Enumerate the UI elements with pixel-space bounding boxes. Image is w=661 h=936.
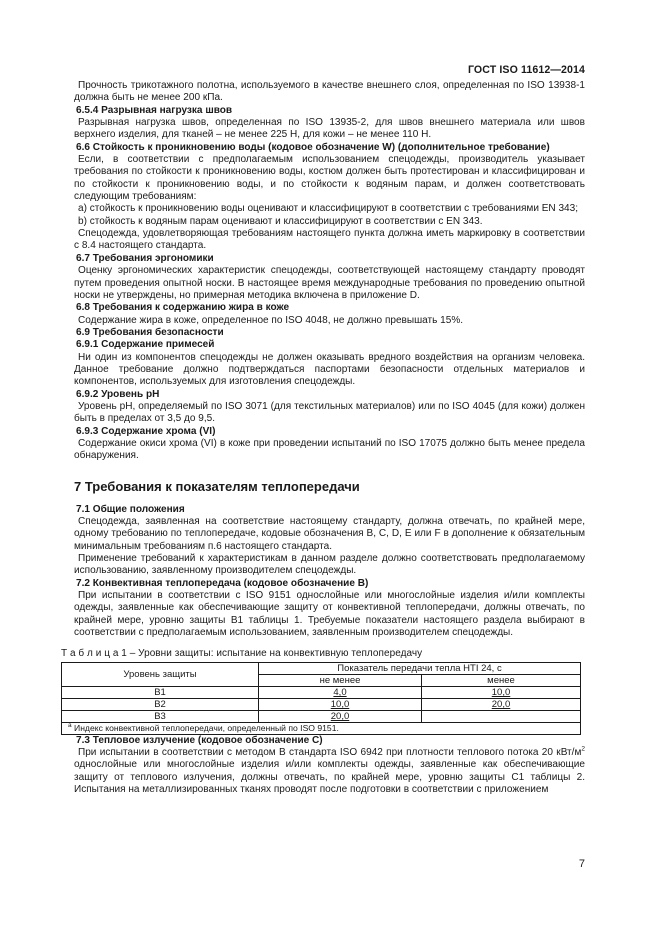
- page-content: [61, 80, 585, 797]
- section-heading: 7.3 Тепловое излучение (кодовое обозначение C): [76, 734, 323, 746]
- paragraph-text: При испытании в соответствии с методом B стандарта ISO 6942 при плотности теплового потока 20 кВт/м: [78, 747, 582, 759]
- table-caption: Т а б л и ц а 1 – Уровни защиты: испытание на конвективную теплопередачу: [61, 648, 423, 660]
- section-heading: 6.9.2 Уровень рН: [76, 388, 160, 400]
- table-row: [62, 686, 581, 698]
- paragraph: Применение требований к характеристикам в данном разделе должно соответствовать предполагаемому использованию, заявленному производителем спецодежды.: [74, 553, 585, 577]
- paragraph-text: однослойные или многослойные изделия и/или комплекты одежды, заявленные как обеспечивающие защиту от теплового излучения, должны отвечать, по крайней мере, уровню защиты C1 таблицы 2. Испытания на металлизированных тканях проводят после подготовки в соответствии с приложением: [74, 759, 585, 796]
- table-header-level: Уровень защиты: [62, 662, 259, 686]
- page-number: 7: [578, 858, 585, 870]
- table-cell-min: 10,0: [259, 698, 422, 710]
- table-row: [62, 698, 581, 710]
- table-subheader-min: не менее: [259, 674, 422, 686]
- paragraph: Если, в соответствии с предполагаемым использованием спецодежды, производитель указывает требования по стойкости к проникновению воды, костюм должен быть протестирован и классифицирован и по стойкости к проникновению воды, и по стойкости к водяным парам, и должен соответствовать следующим требованиям:: [74, 154, 585, 203]
- paragraph: Разрывная нагрузка швов, определенная по ISO 13935-2, для швов внешнего материала или швов верхнего изделия, для тканей – не менее 225 Н, для кожи – не менее 110 Н.: [74, 117, 585, 141]
- standard-header: ГОСТ ISO 11612—2014: [467, 64, 585, 76]
- table-cell-level: B2: [62, 698, 259, 710]
- table-row: [62, 710, 581, 722]
- section-heading: 6.9.1 Содержание примесей: [76, 339, 215, 351]
- section-heading: 7.1 Общие положения: [76, 503, 185, 515]
- table-cell-min: 20,0: [259, 710, 422, 722]
- table-header-index: Показатель передачи тепла HTI 24, с: [259, 662, 581, 674]
- section-heading: 6.6 Стойкость к проникновению воды (кодовое обозначение W) (дополнительное требование): [76, 141, 550, 153]
- chapter-heading: 7 Требования к показателям теплопередачи: [74, 478, 360, 494]
- table-cell-max: 10,0: [422, 686, 581, 698]
- paragraph: Содержание жира в коже, определенное по ISO 4048, не должно превышать 15%.: [78, 314, 464, 326]
- paragraph: При испытании в соответствии с ISO 9151 однослойные или многослойные изделия и/или комплекты одежды, заявленные как обеспечивающие защиту от конвективной теплопередачи, должны отвечать, по крайней мере, уровню защиты B1 таблицы 1. Требуемые показатели настоящего раздела выбирают в соответствии с предполагаемым использованием, заявленным производителем спецодежды.: [74, 590, 585, 639]
- table-cell-max: [422, 710, 581, 722]
- table-cell-min: 4,0: [259, 686, 422, 698]
- section-heading: 6.9.3 Содержание хрома (VI): [76, 425, 216, 437]
- section-heading: 6.9 Требования безопасности: [76, 326, 224, 338]
- table-subheader-max: менее: [422, 674, 581, 686]
- section-heading: 6.5.4 Разрывная нагрузка швов: [76, 104, 233, 116]
- paragraph: Содержание окиси хрома (VI) в коже при проведении испытаний по ISO 17075 должно быть менее предела обнаружения.: [74, 437, 585, 462]
- paragraph: Уровень рН, определяемый по ISO 3071 (для текстильных материалов) или по ISO 4045 (для кожи) должен быть в пределах от 3,5 до 9,5.: [74, 400, 585, 425]
- footnote-mark: a: [68, 721, 72, 729]
- paragraph: Оценку эргономических характеристик спецодежды, соответствующей настоящему стандарту проводят путем проведения опытной носки. В настоящее время международные требования по проведению опытной носки не утверждены, но примерная методика включена в приложение D.: [74, 265, 585, 301]
- paragraph: Спецодежда, удовлетворяющая требованиям настоящего пункта должна иметь маркировку в соответствии с 8.4 настоящего стандарта.: [74, 228, 585, 252]
- paragraph: [74, 747, 585, 796]
- paragraph: Спецодежда, заявленная на соответствие настоящему стандарту, должна отвечать, по крайней мере, одному требованию по теплопередаче, кодовые обозначения B, C, D, E или F в дополнение к обязательным минимальным требованиям п.6 настоящего стандарта.: [74, 516, 585, 552]
- table-cell-max: 20,0: [422, 698, 581, 710]
- protection-levels-table: [61, 662, 581, 735]
- table-cell-level: B3: [62, 710, 259, 722]
- section-heading: 6.7 Требования эргономики: [76, 252, 214, 264]
- section-heading: 6.8 Требования к содержанию жира в коже: [76, 302, 290, 314]
- list-item: b) стойкость к водяным парам оценивают и классифицируют в соответствии с EN 343.: [78, 215, 483, 227]
- table-cell-level: B1: [62, 686, 259, 698]
- paragraph: Ни один из компонентов спецодежды не должен оказывать вредного воздействия на организм человека. Данное требование должно подтверждаться паспортами безопасности отдельных материалов и компонентов, используемых для изготовления спецодежды.: [74, 351, 585, 388]
- list-item: a) стойкость к проникновению воды оценивают и классифицируют в соответствии с требованиями EN 343;: [78, 203, 579, 215]
- paragraph: Прочность трикотажного полотна, используемого в качестве внешнего слоя, определенная по ISO 13938-1 должна быть не менее 200 кПа.: [74, 80, 585, 104]
- section-heading: 7.2 Конвективная теплопередача (кодовое обозначение B): [76, 577, 369, 589]
- footnote-text: Индекс конвективной теплопередачи, определенный по ISO 9151.: [71, 722, 339, 733]
- superscript: 2: [581, 745, 585, 753]
- table-footnote: [62, 722, 581, 734]
